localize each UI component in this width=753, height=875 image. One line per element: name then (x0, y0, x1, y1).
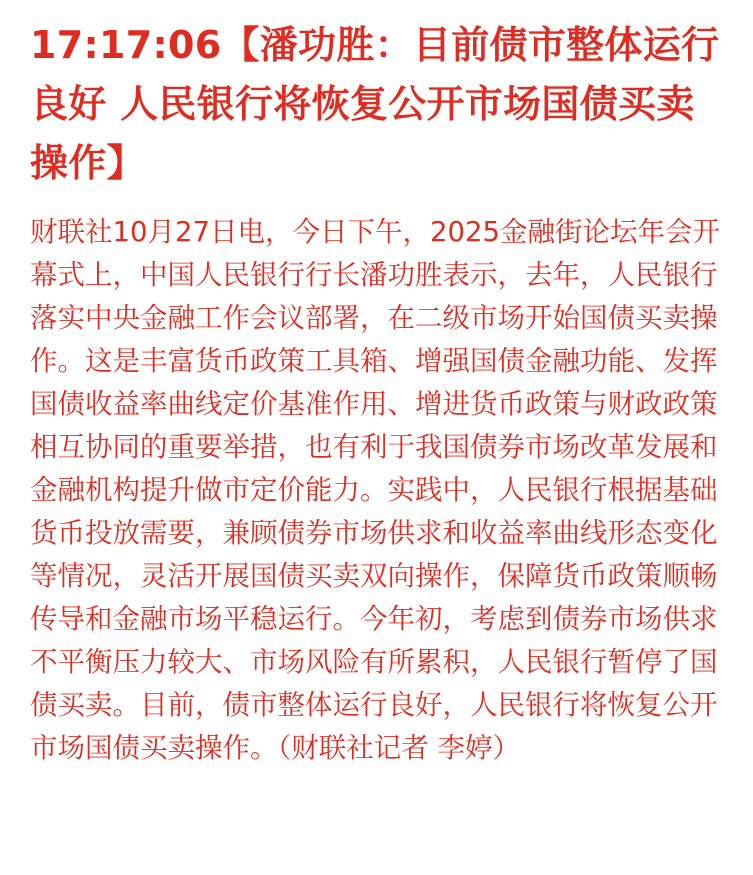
article-body: 财联社10月27日电，今日下午，2025金融街论坛年会开幕式上，中国人民银行行长潘功胜表示，去年，人民银行落实中央金融工作会议部署，在二级市场开始国债买卖操作。这是丰富货币政策工具箱、增强国债金融功能、发挥国债收益率曲线定价基准作用、增进货币政策与财政政策相互协同的重要举措，也有利于我国债券市场改革发展和金融机构提升做市定价能力。实践中，人民银行根据基础货币投放需要，兼顾债券市场供求和收益率曲线形态变化等情况，灵活开展国债买卖双向操作，保障货币政策顺畅传导和金融市场平稳运行。今年初，考虑到债券市场供求不平衡压力较大、市场风险有所累积，人民银行暂停了国债买卖。目前，债市整体运行良好，人民银行将恢复公开市场国债买卖操作。（财联社记者 李婷） (30, 216, 720, 764)
article-headline: 17:17:06【潘功胜：目前债市整体运行良好 人民银行将恢复公开市场国债买卖操作】 (30, 23, 720, 185)
